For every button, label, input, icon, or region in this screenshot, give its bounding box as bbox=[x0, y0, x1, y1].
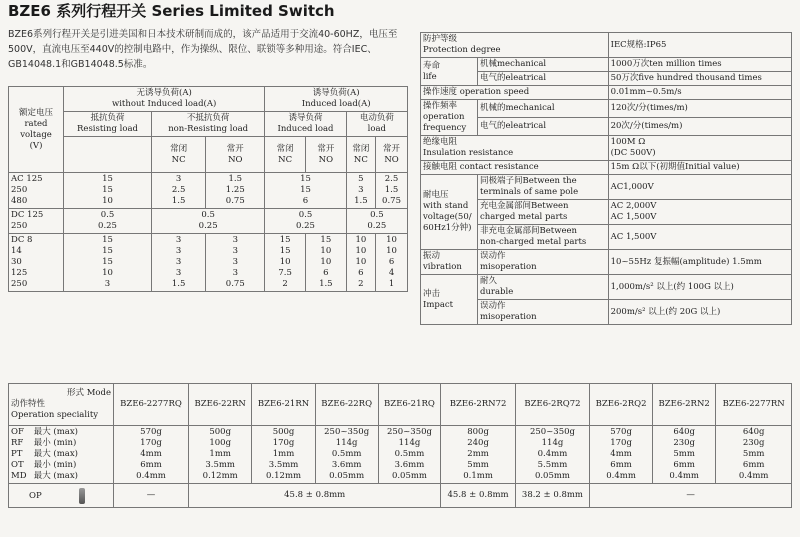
resisting-en: Resisting load bbox=[77, 124, 138, 134]
plunger-icon bbox=[79, 488, 85, 504]
nc-header bbox=[265, 137, 306, 173]
vibration-sub: 误动作 misoperation bbox=[478, 250, 609, 275]
row-abbr: MD bbox=[11, 471, 27, 481]
model-header: BZE6-2RN72 bbox=[441, 384, 515, 426]
row-label bbox=[11, 438, 111, 449]
dc2-label: DC bbox=[11, 235, 25, 245]
ac-mot-nc: 5 3 1.5 bbox=[346, 173, 375, 209]
ws1-label: 同极端子间Between the terminals of same pole bbox=[478, 175, 609, 200]
row-label bbox=[11, 427, 111, 438]
ws1-value: AC1,000V bbox=[608, 175, 791, 200]
dc2-mot-nc: 10 10 10 6 2 bbox=[346, 234, 375, 292]
op-value: 45.8 ± 0.8mm bbox=[441, 484, 515, 508]
contact-value: 15m Ω以下(初期值Initial value) bbox=[608, 161, 791, 175]
electrical-value: 50万次five hundred thousand times bbox=[608, 72, 791, 86]
load-table bbox=[8, 86, 408, 292]
non-resisting-zh: 不抵抗负荷 bbox=[186, 113, 230, 123]
model-values: 640g 230g 5mm 6mm 0.4mm bbox=[716, 426, 792, 484]
impact-mis-value: 200m/s² 以上(约 20G 以上) bbox=[608, 300, 791, 325]
model-header: BZE6-2277RQ bbox=[114, 384, 189, 426]
model-values: 640g 230g 5mm 6mm 0.4mm bbox=[652, 426, 715, 484]
model-values: 500g 170g 1mm 3.5mm 0.12mm bbox=[252, 426, 315, 484]
ac-voltages: 125 250 480 bbox=[11, 174, 43, 206]
no-en: NO bbox=[318, 154, 334, 165]
model-values: 800g 240g 2mm 5mm 0.1mm bbox=[441, 426, 515, 484]
mode-label: 形式 Mode bbox=[67, 388, 111, 398]
resisting-ncno bbox=[64, 137, 152, 173]
ws2-value: AC 2,000V AC 1,500V bbox=[608, 200, 791, 225]
nc-header bbox=[152, 137, 206, 173]
op-dash: — bbox=[114, 484, 189, 508]
speed-label: 操作速度 operation speed bbox=[421, 86, 609, 100]
nc-en: NC bbox=[278, 154, 293, 165]
rated-voltage-zh: 额定电压 bbox=[18, 107, 53, 118]
motor-load-header bbox=[346, 112, 407, 137]
dc1-voltage-cell bbox=[9, 209, 64, 234]
row-label bbox=[11, 460, 111, 471]
dc2-voltages: 8 14 30 125 250 bbox=[11, 235, 33, 289]
dc2-ind-nc: 15 15 10 7.5 2 bbox=[265, 234, 306, 292]
row-abbr: OF bbox=[11, 427, 24, 437]
row-zh: 最大 bbox=[33, 471, 51, 481]
model-header: BZE6-2RQ2 bbox=[590, 384, 653, 426]
without-induced-en: without Induced load(A) bbox=[111, 99, 217, 109]
protection-value: IEC规格:IP65 bbox=[608, 33, 791, 58]
model-values: 570g 170g 4mm 6mm 0.4mm bbox=[114, 426, 189, 484]
model-values: 250~350g 114g 0.4mm 5.5mm 0.05mm bbox=[515, 426, 589, 484]
freq-label: 操作频率 operation frequency bbox=[421, 100, 478, 136]
op-row-label bbox=[9, 484, 114, 508]
induced-header bbox=[265, 87, 408, 112]
row-en: (max) bbox=[53, 427, 78, 437]
ws2-label: 充电金属部间Between charged metal parts bbox=[478, 200, 609, 225]
insulation-value: 100M Ω (DC 500V) bbox=[608, 136, 791, 161]
speed-value: 0.01mm~0.5m/s bbox=[608, 86, 791, 100]
ws3-value: AC 1,500V bbox=[608, 225, 791, 250]
mode-table bbox=[8, 383, 792, 508]
row-zh: 最小 bbox=[33, 438, 51, 448]
induced-zh: 诱导负荷(A) bbox=[312, 88, 360, 98]
row-abbr: OT bbox=[11, 460, 24, 470]
spec-table bbox=[420, 32, 792, 325]
nc-en: NC bbox=[353, 154, 368, 165]
rated-voltage-en: rated voltage bbox=[20, 118, 52, 140]
ac-voltage-cell bbox=[9, 173, 64, 209]
model-header: BZE6-21RN bbox=[252, 384, 315, 426]
freq-mech-value: 120次/分(times/m) bbox=[608, 100, 791, 118]
op-value: 38.2 ± 0.8mm bbox=[515, 484, 589, 508]
no-header bbox=[206, 137, 265, 173]
ac-ind: 15 15 6 bbox=[265, 173, 346, 209]
rated-voltage-header bbox=[9, 87, 64, 173]
model-header: BZE6-2RN2 bbox=[652, 384, 715, 426]
op-value: 45.8 ± 0.8mm bbox=[189, 484, 441, 508]
dc2-nonres-no: 3 3 3 3 0.75 bbox=[206, 234, 265, 292]
nc-zh: 常闭 bbox=[170, 143, 188, 154]
resisting-zh: 抵抗负荷 bbox=[90, 113, 125, 123]
ac-nonres-no: 1.5 1.25 0.75 bbox=[206, 173, 265, 209]
freq-mech-label: 机械的mechanical bbox=[478, 100, 609, 118]
vibration-label: 振动 vibration bbox=[421, 250, 478, 275]
vibration-value: 10~55Hz 复振幅(amplitude) 1.5mm bbox=[608, 250, 791, 275]
model-header: BZE6-2277RN bbox=[716, 384, 792, 426]
induced-load-header bbox=[265, 112, 346, 137]
no-en: NO bbox=[228, 154, 243, 165]
freq-elec-value: 20次/分(times/m) bbox=[608, 118, 791, 136]
model-values: 500g 100g 1mm 3.5mm 0.12mm bbox=[189, 426, 252, 484]
impact-mis: 误动作 misoperation bbox=[478, 300, 609, 325]
non-resisting-header bbox=[152, 112, 265, 137]
without-induced-header bbox=[64, 87, 265, 112]
no-en: NO bbox=[384, 154, 399, 165]
ac-mot-no: 2.5 1.5 0.75 bbox=[376, 173, 408, 209]
model-values: 570g 170g 4mm 6mm 0.4mm bbox=[590, 426, 653, 484]
impact-label: 冲击 Impact bbox=[421, 275, 478, 325]
resisting-header bbox=[64, 112, 152, 137]
dc2-res: 15 15 15 10 3 bbox=[64, 234, 152, 292]
dc1-mot: 0.5 0.25 bbox=[346, 209, 407, 234]
row-en: (max) bbox=[53, 449, 78, 459]
model-values: 250~350g 114g 0.5mm 3.6mm 0.05mm bbox=[378, 426, 441, 484]
impact-durable-value: 1,000m/s² 以上(约 100G 以上) bbox=[608, 275, 791, 300]
dc1-label: DC bbox=[11, 210, 25, 220]
row-labels bbox=[9, 426, 114, 484]
non-resisting-en: non-Resisting load bbox=[168, 124, 249, 134]
row-zh: 最大 bbox=[33, 427, 51, 437]
mechanical-label: 机械mechanical bbox=[478, 58, 609, 72]
no-zh: 常开 bbox=[383, 143, 401, 154]
nc-header bbox=[346, 137, 375, 173]
ac-label: AC bbox=[11, 174, 24, 184]
model-values: 250~350g 114g 0.5mm 3.6mm 0.05mm bbox=[315, 426, 378, 484]
life-label: 寿命 life bbox=[421, 58, 478, 86]
no-zh: 常开 bbox=[226, 143, 244, 154]
ac-nonres-nc: 3 2.5 1.5 bbox=[152, 173, 206, 209]
electrical-label: 电气的eleatrical bbox=[478, 72, 609, 86]
induced-en: Induced load(A) bbox=[301, 99, 371, 109]
dc1-res: 0.5 0.25 bbox=[64, 209, 152, 234]
protection-label: 防护等级 Protection degree bbox=[421, 33, 609, 58]
dc2-mot-no: 10 10 6 4 1 bbox=[376, 234, 408, 292]
op-label: OP bbox=[29, 491, 42, 501]
nc-zh: 常闭 bbox=[352, 143, 370, 154]
induced-load-en: Induced load bbox=[277, 124, 334, 134]
freq-elec-label: 电气的eleatrical bbox=[478, 118, 609, 136]
model-header: BZE6-2RQ72 bbox=[515, 384, 589, 426]
row-en: (min) bbox=[53, 438, 77, 448]
no-header bbox=[305, 137, 346, 173]
model-header: BZE6-21RQ bbox=[378, 384, 441, 426]
dc1-nonres: 0.5 0.25 bbox=[152, 209, 265, 234]
without-induced-zh: 无诱导负荷(A) bbox=[136, 88, 192, 98]
row-en: (max) bbox=[53, 471, 78, 481]
ac-res: 15 15 10 bbox=[64, 173, 152, 209]
nc-zh: 常闭 bbox=[276, 143, 294, 154]
withstand-label: 耐电压 with stand voltage(50/ 60Hz1分钟) bbox=[421, 175, 478, 250]
insulation-label: 绝缘电阻 Insulation resistance bbox=[421, 136, 609, 161]
induced-load-zh: 诱导负荷 bbox=[288, 113, 323, 123]
dc2-ind-no: 15 10 10 6 1.5 bbox=[305, 234, 346, 292]
row-zh: 最小 bbox=[33, 460, 51, 470]
no-zh: 常开 bbox=[317, 143, 335, 154]
row-label bbox=[11, 471, 111, 482]
dc2-voltage-cell bbox=[9, 234, 64, 292]
ws3-label: 非充电金属部间Between non-charged metal parts bbox=[478, 225, 609, 250]
motor-load-zh: 电动负荷 bbox=[359, 113, 394, 123]
dc1-ind: 0.5 0.25 bbox=[265, 209, 346, 234]
intro-text: BZE6系列行程开关是引进美国和日本技术研制而成的，该产品适用于交流40-60HZ，电压至500V，直流电压至440V的控制电路中，作为操纵、限位、联锁等多种用途。符合IEC、GB14048.1和GB14048.5标准。 bbox=[8, 29, 398, 70]
page-title: BZE6 系列行程开关 Series Limited Switch bbox=[8, 2, 335, 20]
nc-en: NC bbox=[171, 154, 186, 165]
impact-durable: 耐久 durable bbox=[478, 275, 609, 300]
op-dash: — bbox=[590, 484, 792, 508]
motor-load-en: load bbox=[367, 124, 387, 134]
row-abbr: PT bbox=[11, 449, 23, 459]
feature-label: 动作特性 Operation speciality bbox=[11, 399, 99, 420]
model-header: BZE6-22RN bbox=[189, 384, 252, 426]
row-zh: 最大 bbox=[33, 449, 51, 459]
row-abbr: RF bbox=[11, 438, 24, 448]
model-header: BZE6-22RQ bbox=[315, 384, 378, 426]
mode-corner bbox=[9, 384, 114, 426]
row-label bbox=[11, 449, 111, 460]
dc2-nonres-nc: 3 3 3 3 1.5 bbox=[152, 234, 206, 292]
no-header bbox=[376, 137, 408, 173]
mechanical-value: 1000万次ten million times bbox=[608, 58, 791, 72]
contact-label: 接触电阻 contact resistance bbox=[421, 161, 609, 175]
row-en: (min) bbox=[53, 460, 77, 470]
rated-voltage-unit: (V) bbox=[29, 140, 43, 151]
dc1-voltages: 125 250 bbox=[11, 210, 44, 231]
